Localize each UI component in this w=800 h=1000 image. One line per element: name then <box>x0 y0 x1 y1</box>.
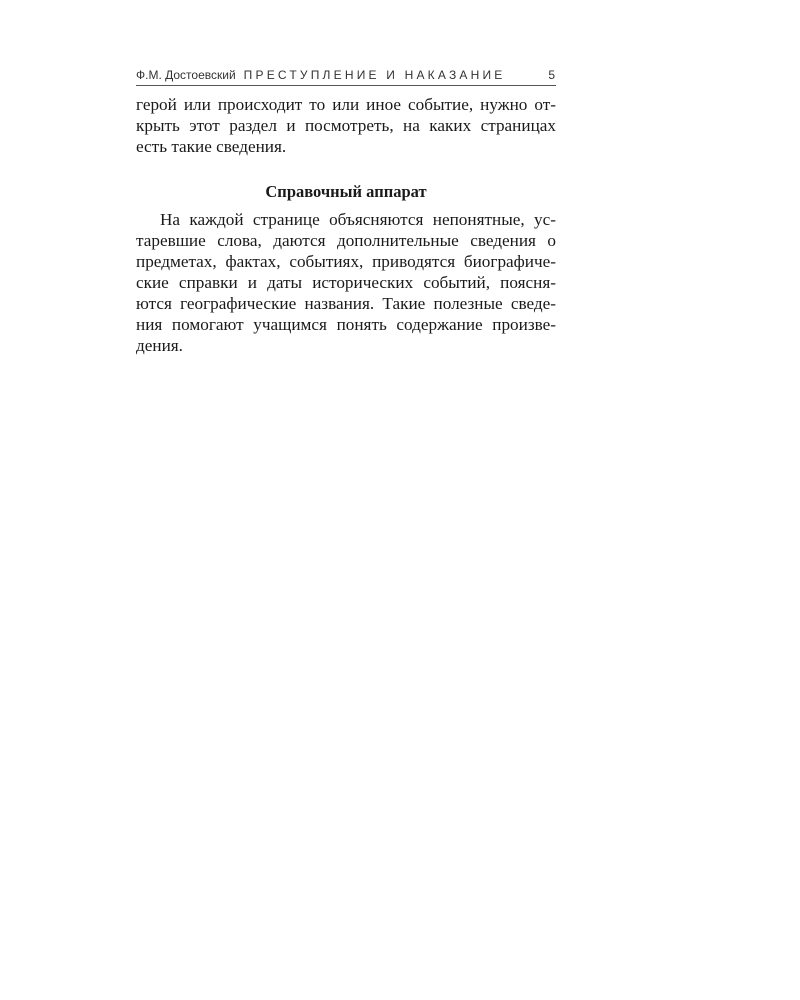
text-line: есть такие сведения. <box>136 137 287 156</box>
text-line: крыть этот раздел и посмотреть, на каких страницах <box>136 116 556 135</box>
section-paragraph <box>136 209 556 356</box>
body-text <box>136 94 556 356</box>
text-line: На каждой странице объясняются непонятные, ус- <box>160 210 556 229</box>
running-header <box>136 68 556 86</box>
book-title: ПРЕСТУПЛЕНИЕ И НАКАЗАНИЕ <box>243 68 506 82</box>
author-name: Ф.М. Достоевский <box>136 68 236 82</box>
intro-paragraph <box>136 94 556 157</box>
text-line: ские справки и даты исторических событий, поясня- <box>136 273 556 292</box>
text-line: дения. <box>136 336 183 355</box>
text-line: ются географические названия. Такие полезные сведе- <box>136 294 556 313</box>
running-header-left <box>136 68 506 82</box>
book-page <box>136 68 556 356</box>
text-line: ния помогают учащимся понять содержание произве- <box>136 315 556 334</box>
page-number: 5 <box>548 68 555 82</box>
text-line: предметах, фактах, событиях, приводятся биографиче- <box>136 252 556 271</box>
text-line: герой или происходит то или иное событие, нужно от- <box>136 95 556 114</box>
text-line: таревшие слова, даются дополнительные сведения о <box>136 231 556 250</box>
section-heading: Справочный аппарат <box>265 182 427 201</box>
